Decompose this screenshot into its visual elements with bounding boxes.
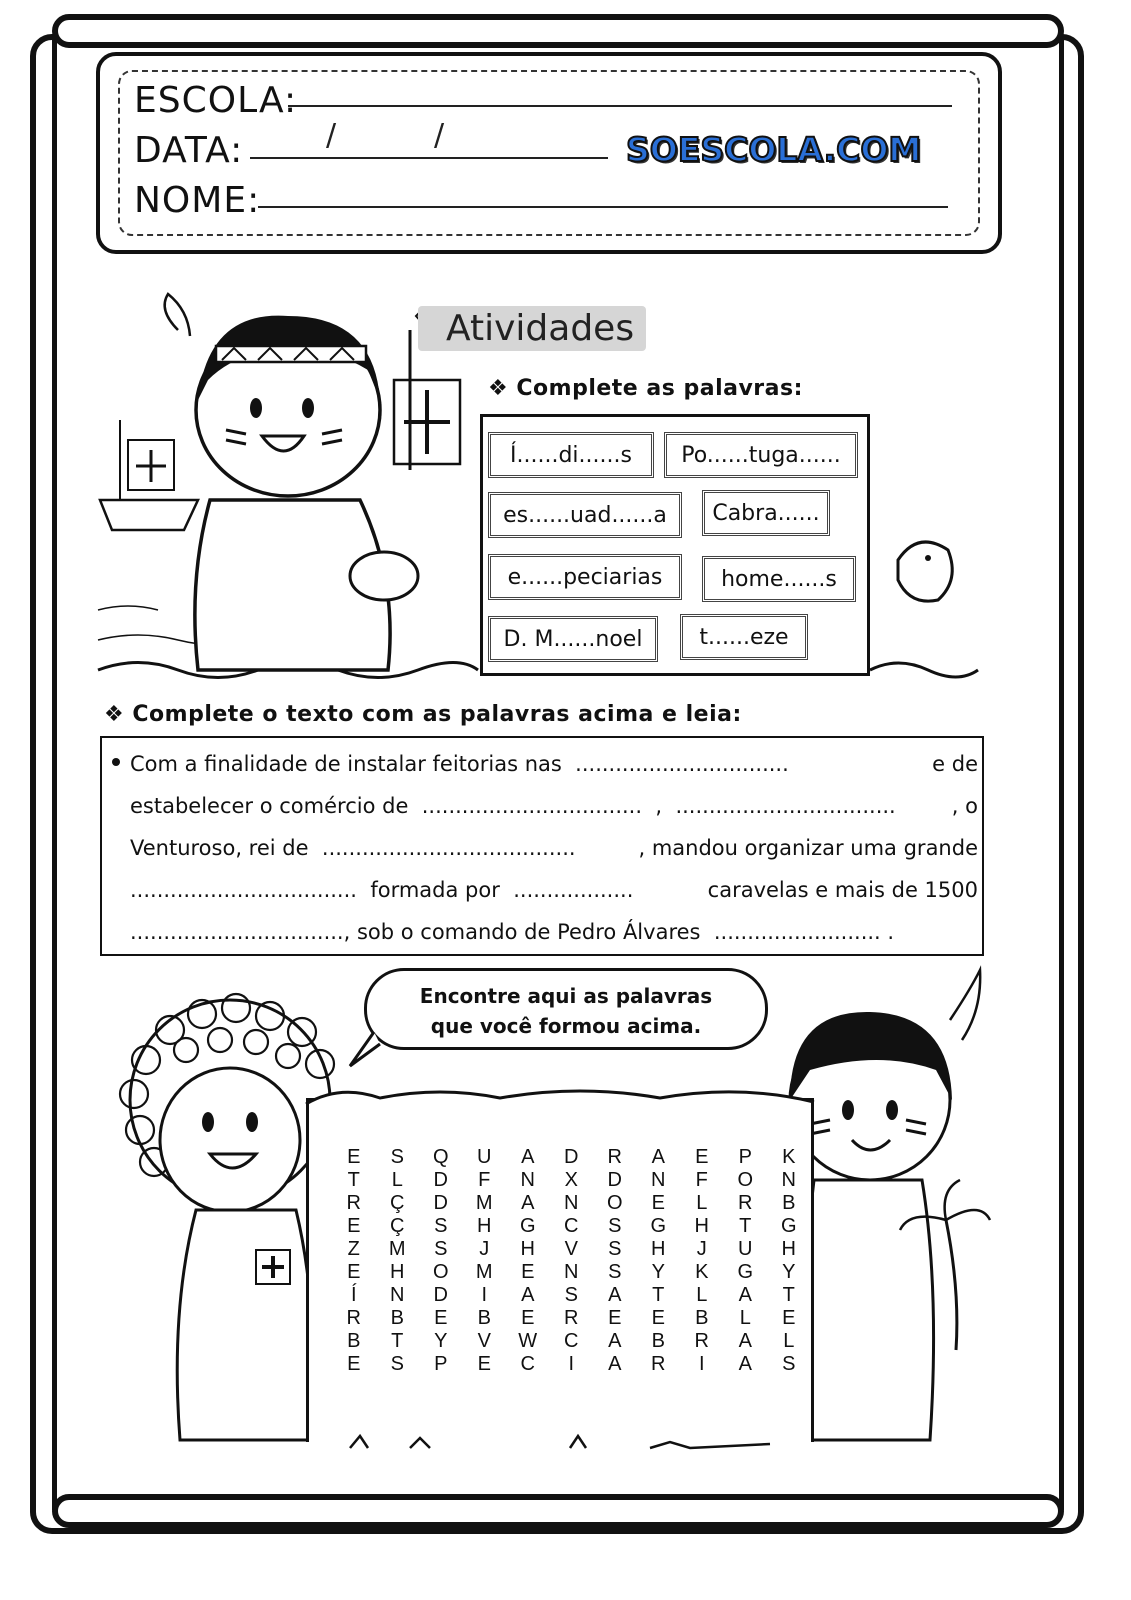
word-search-letter[interactable]: Ç: [390, 1215, 405, 1237]
speech-line-1: Encontre aqui as palavras: [419, 984, 713, 1008]
word-search-letter[interactable]: R: [607, 1146, 622, 1168]
word-search-letter[interactable]: U: [477, 1146, 492, 1168]
word-search-letter[interactable]: Y: [434, 1330, 448, 1352]
word-search-letter[interactable]: U: [738, 1238, 753, 1260]
word-search-letter[interactable]: E: [347, 1353, 361, 1375]
blank-field[interactable]: .................................: [415, 794, 649, 818]
text-line-3: [130, 836, 978, 860]
word-search-letter[interactable]: L: [783, 1330, 795, 1352]
word-search-letter[interactable]: E: [434, 1307, 448, 1329]
word-search-letter[interactable]: B: [347, 1330, 361, 1352]
word-search-letter[interactable]: A: [521, 1146, 535, 1168]
word-search-letter[interactable]: A: [738, 1330, 752, 1352]
word-search-letter[interactable]: G: [650, 1215, 667, 1237]
word-search-letter[interactable]: S: [564, 1284, 578, 1306]
instruction-complete-text: ❖ Complete o texto com as palavras acima e leia:: [104, 702, 742, 727]
scroll-top-curl: [300, 1084, 820, 1114]
word-search-letter[interactable]: M: [475, 1261, 493, 1283]
blank-field[interactable]: ..................: [506, 878, 641, 902]
scroll-roll-bottom: [52, 1494, 1064, 1528]
word-search-letter[interactable]: B: [651, 1330, 665, 1352]
word-search-letter[interactable]: Z: [347, 1238, 360, 1260]
activities-tag: Atividades: [418, 306, 646, 351]
word-search-letter[interactable]: D: [607, 1169, 622, 1191]
escola-label: ESCOLA:: [134, 80, 298, 121]
word-search-letter[interactable]: S: [608, 1261, 622, 1283]
word-box: Po......tuga......: [664, 432, 858, 478]
blank-field[interactable]: ................................: [130, 920, 344, 944]
nome-label: NOME:: [134, 180, 261, 221]
word-box: e......peciarias: [488, 554, 682, 600]
word-search-letter[interactable]: H: [781, 1238, 796, 1260]
word-search-letter[interactable]: B: [782, 1192, 796, 1214]
word-search-letter[interactable]: E: [651, 1192, 665, 1214]
word-search-letter[interactable]: S: [390, 1353, 404, 1375]
word-search-letter[interactable]: E: [521, 1261, 535, 1283]
word-search-letter[interactable]: I: [698, 1353, 705, 1375]
word-search-letter[interactable]: H: [651, 1238, 666, 1260]
word-search-letter[interactable]: H: [477, 1215, 492, 1237]
word-box: t......eze: [680, 614, 808, 660]
word-search-letter[interactable]: R: [564, 1307, 579, 1329]
word-search-letter[interactable]: A: [608, 1284, 622, 1306]
word-search-letter[interactable]: R: [346, 1307, 361, 1329]
word-search-letter[interactable]: N: [781, 1169, 796, 1191]
text-line-5: [130, 920, 978, 944]
date-separator-1: /: [326, 118, 337, 153]
word-search-letter[interactable]: N: [651, 1169, 666, 1191]
word-search-letter[interactable]: T: [739, 1215, 752, 1237]
word-search-letter[interactable]: Y: [782, 1261, 796, 1283]
instruction-complete-words: ❖ Complete as palavras:: [488, 376, 803, 401]
word-search-letter[interactable]: Q: [432, 1146, 449, 1168]
word-search-letter[interactable]: F: [478, 1169, 491, 1191]
text-line-1: [130, 752, 978, 776]
word-search-letter[interactable]: O: [432, 1261, 449, 1283]
word-search-letter[interactable]: M: [475, 1192, 493, 1214]
word-box: Cabra......: [702, 490, 830, 536]
word-search-letter[interactable]: E: [608, 1307, 622, 1329]
word-search-letter[interactable]: S: [608, 1215, 622, 1237]
word-search-letter[interactable]: A: [521, 1192, 535, 1214]
word-search-letter[interactable]: H: [694, 1215, 709, 1237]
text-segment: , mandou organizar uma grande: [638, 836, 978, 860]
word-search-grid[interactable]: [332, 1146, 811, 1376]
word-search-letter[interactable]: J: [479, 1238, 490, 1260]
word-search-letter[interactable]: A: [738, 1284, 752, 1306]
speech-line-2: que você formou acima.: [430, 1014, 702, 1038]
word-search-letter[interactable]: K: [782, 1146, 796, 1168]
word-search-letter[interactable]: A: [738, 1353, 752, 1375]
word-search-letter[interactable]: B: [390, 1307, 404, 1329]
text-line-4: [130, 878, 978, 902]
word-search-letter[interactable]: G: [737, 1261, 754, 1283]
word-search-letter[interactable]: R: [651, 1353, 666, 1375]
word-search-letter[interactable]: S: [390, 1146, 404, 1168]
text-segment: , o: [951, 794, 978, 818]
word-search-letter[interactable]: E: [651, 1307, 665, 1329]
word-search-letter[interactable]: B: [695, 1307, 709, 1329]
word-search-letter[interactable]: P: [738, 1146, 752, 1168]
word-search-letter[interactable]: L: [391, 1169, 403, 1191]
blank-field[interactable]: .........................: [707, 920, 888, 944]
brand-logo[interactable]: SOESCOLA.COM: [626, 130, 922, 169]
word-search-letter[interactable]: D: [433, 1169, 448, 1191]
word-search-letter[interactable]: E: [695, 1146, 709, 1168]
word-search-letter[interactable]: D: [564, 1146, 579, 1168]
word-search-letter[interactable]: G: [519, 1215, 536, 1237]
word-search-letter[interactable]: F: [695, 1169, 708, 1191]
word-search-letter[interactable]: C: [564, 1215, 579, 1237]
word-search-letter[interactable]: N: [564, 1261, 579, 1283]
data-field[interactable]: [250, 157, 608, 159]
word-search-letter[interactable]: Ç: [390, 1192, 405, 1214]
word-search-letter[interactable]: S: [608, 1238, 622, 1260]
word-search-letter[interactable]: C: [520, 1353, 535, 1375]
word-search-letter[interactable]: V: [477, 1330, 491, 1352]
word-search-letter[interactable]: D: [433, 1284, 448, 1306]
word-search-letter[interactable]: G: [780, 1215, 797, 1237]
word-search-letter[interactable]: N: [390, 1284, 405, 1306]
word-search-letter[interactable]: I: [568, 1353, 575, 1375]
word-search-letter[interactable]: E: [477, 1353, 491, 1375]
word-search-letter[interactable]: N: [564, 1192, 579, 1214]
word-search-letter[interactable]: E: [347, 1215, 361, 1237]
word-search-letter[interactable]: H: [390, 1261, 405, 1283]
word-box: es......uad......a: [488, 492, 682, 538]
word-search-letter[interactable]: L: [696, 1192, 708, 1214]
word-search-letter[interactable]: N: [520, 1169, 535, 1191]
word-search-letter[interactable]: B: [477, 1307, 491, 1329]
text-segment: , sob o comando de Pedro Álvares: [343, 920, 701, 944]
word-search-letter[interactable]: L: [696, 1284, 708, 1306]
scroll-bottom-edge: [350, 1432, 810, 1452]
word-search-letter[interactable]: A: [651, 1146, 665, 1168]
word-search-letter[interactable]: E: [782, 1307, 796, 1329]
word-search-letter[interactable]: K: [695, 1261, 709, 1283]
word-search-letter[interactable]: T: [782, 1284, 795, 1306]
text-segment: e de: [932, 752, 978, 776]
text-segment: ,: [655, 794, 663, 818]
text-segment: Venturoso, rei de: [130, 836, 309, 860]
word-search-letter[interactable]: A: [521, 1284, 535, 1306]
text-line-2: [130, 794, 978, 818]
word-search-letter[interactable]: C: [564, 1330, 579, 1352]
word-search-letter[interactable]: Í: [350, 1284, 357, 1306]
word-search-letter[interactable]: M: [388, 1238, 406, 1260]
word-search-letter[interactable]: S: [434, 1238, 448, 1260]
word-search-letter[interactable]: H: [520, 1238, 535, 1260]
word-search-letter[interactable]: E: [347, 1261, 361, 1283]
text-segment: Com a finalidade de instalar feitorias nas: [130, 752, 562, 776]
blank-field[interactable]: .................................: [668, 794, 903, 818]
word-search-letter[interactable]: X: [564, 1169, 578, 1191]
word-search-letter[interactable]: T: [347, 1169, 360, 1191]
blank-field[interactable]: ..................................: [130, 878, 364, 902]
word-search-letter[interactable]: L: [739, 1307, 751, 1329]
word-search-letter[interactable]: O: [606, 1192, 623, 1214]
text-segment: .: [887, 920, 895, 944]
word-search-letter[interactable]: P: [434, 1353, 448, 1375]
word-search-letter[interactable]: E: [347, 1146, 361, 1168]
text-segment: estabelecer o comércio de: [130, 794, 409, 818]
word-box: D. M......noel: [488, 616, 658, 662]
word-search-letter[interactable]: T: [391, 1330, 404, 1352]
word-search-letter[interactable]: I: [481, 1284, 488, 1306]
text-segment: caravelas e mais de 1500: [707, 878, 978, 902]
word-search-letter[interactable]: D: [433, 1192, 448, 1214]
data-label: DATA:: [134, 130, 244, 171]
word-search-letter[interactable]: T: [652, 1284, 665, 1306]
word-search-letter[interactable]: R: [738, 1192, 753, 1214]
word-box: Í......di......s: [488, 432, 654, 478]
word-search-letter[interactable]: R: [694, 1330, 709, 1352]
word-search-letter[interactable]: W: [518, 1330, 538, 1352]
word-box: home......s: [702, 556, 856, 602]
word-search-letter[interactable]: O: [737, 1169, 754, 1191]
blank-field[interactable]: ................................: [568, 752, 796, 776]
date-separator-2: /: [434, 118, 445, 153]
word-search-letter[interactable]: R: [346, 1192, 361, 1214]
word-search-letter[interactable]: S: [782, 1353, 796, 1375]
word-search-letter[interactable]: A: [608, 1330, 622, 1352]
escola-field[interactable]: [288, 105, 952, 107]
word-search-letter[interactable]: S: [434, 1215, 448, 1237]
text-segment: formada por: [370, 878, 500, 902]
bullet-icon: [112, 758, 120, 766]
word-search-letter[interactable]: J: [696, 1238, 707, 1260]
word-search-letter[interactable]: V: [564, 1238, 578, 1260]
nome-field[interactable]: [258, 206, 948, 208]
scroll-roll-top: [52, 14, 1064, 48]
word-search-letter[interactable]: E: [521, 1307, 535, 1329]
word-search-letter[interactable]: Y: [651, 1261, 665, 1283]
word-search-letter[interactable]: A: [608, 1353, 622, 1375]
blank-field[interactable]: ......................................: [315, 836, 576, 860]
